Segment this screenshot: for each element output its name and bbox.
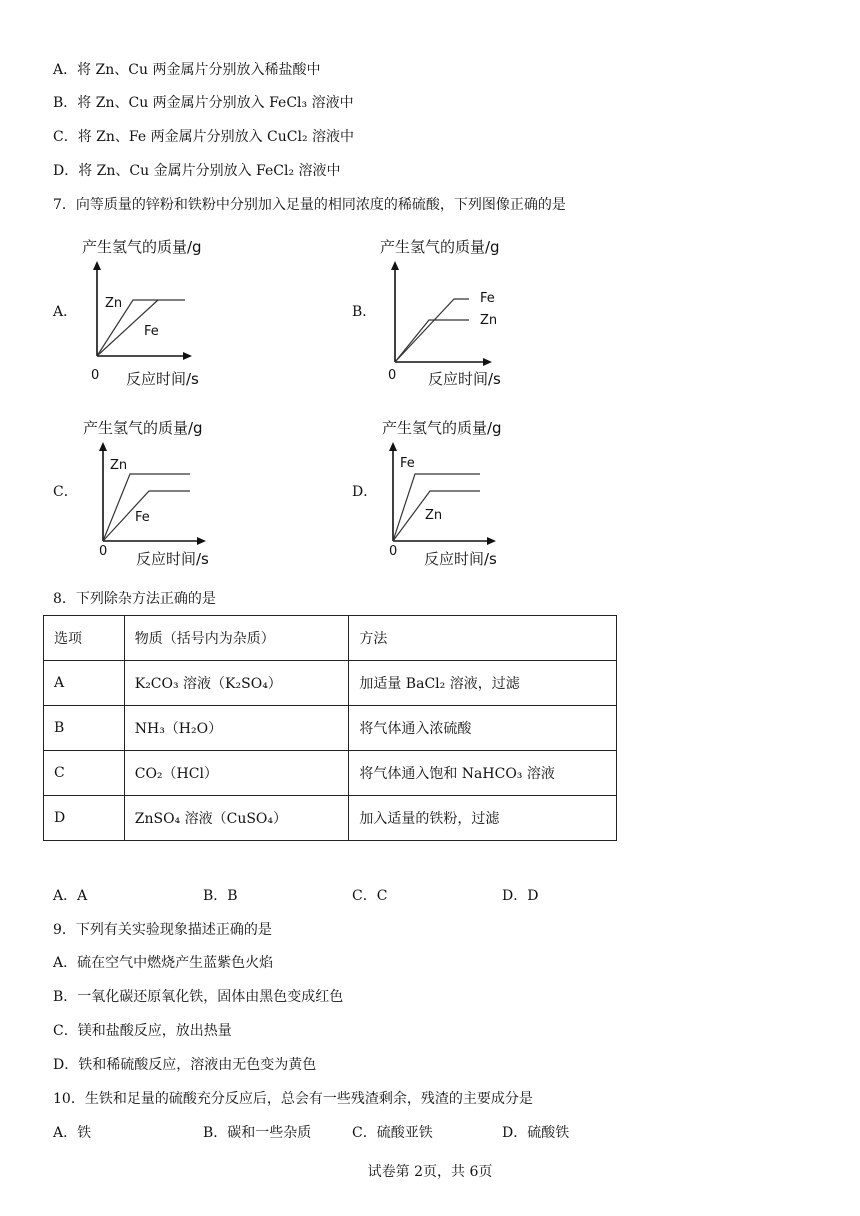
table-cell: 将气体通入饱和 NaHCO₃ 溶液	[349, 751, 617, 796]
q7-graph-d-origin: 0	[389, 544, 398, 559]
q8-option-c: C．C	[352, 888, 388, 904]
q7-graph-b-fe-curve	[395, 299, 469, 362]
table-cell: NH₃（H₂O）	[124, 706, 349, 751]
table-cell: C	[44, 751, 125, 796]
table-row	[44, 796, 617, 841]
table-header-cell: 选项	[44, 616, 125, 661]
q7-graph-b-label: B．	[352, 304, 377, 320]
q7-graph-c-fe-label: Fe	[135, 510, 150, 525]
q7-graph-d	[380, 413, 530, 573]
q7-graph-a-zn-label: Zn	[105, 296, 123, 311]
table-cell: B	[44, 706, 125, 751]
q7-graph-d-xlabel: 反应时间/s	[424, 550, 497, 568]
q7-graph-d-fe-label: Fe	[400, 456, 415, 471]
q7-graph-c-zn-label: Zn	[110, 458, 128, 473]
q7-graph-a-ylabel: 产生氢气的质量/g	[82, 238, 202, 256]
q7-graph-b-origin: 0	[388, 368, 397, 383]
q8-stem: 8．下列除杂方法正确的是	[53, 591, 216, 607]
q6-option-a: A．将 Zn、Cu 两金属片分别放入稀盐酸中	[53, 62, 321, 78]
table-cell: ZnSO₄ 溶液（CuSO₄）	[124, 796, 349, 841]
table-cell: 加适量 BaCl₂ 溶液，过滤	[349, 661, 617, 706]
q7-graph-b-ylabel: 产生氢气的质量/g	[380, 238, 500, 256]
q10-option-d: D．硫酸铁	[502, 1125, 570, 1141]
q7-graph-b	[374, 232, 524, 392]
table-row	[44, 751, 617, 796]
q9-option-b: B．一氧化碳还原氧化铁，固体由黑色变成红色	[53, 989, 344, 1005]
q10-option-c: C．硫酸亚铁	[352, 1125, 433, 1141]
q7-graph-a-fe-label: Fe	[144, 324, 159, 339]
q6-option-c: C．将 Zn、Fe 两金属片分别放入 CuCl₂ 溶液中	[53, 129, 355, 145]
q7-graph-b-zn-label: Zn	[480, 313, 498, 328]
q9-stem: 9．下列有关实验现象描述正确的是	[53, 922, 272, 938]
q7-graph-c-ylabel: 产生氢气的质量/g	[83, 419, 203, 437]
q7-graph-c-zn-curve	[103, 474, 190, 541]
q8-option-d: D．D	[502, 888, 539, 904]
q6-option-b: B．将 Zn、Cu 两金属片分别放入 FeCl₃ 溶液中	[53, 95, 354, 111]
q10-option-a: A．铁	[53, 1125, 92, 1141]
q7-graph-c-label: C．	[53, 484, 78, 500]
table-header-cell: 物质（括号内为杂质）	[124, 616, 349, 661]
table-header-row	[44, 616, 617, 661]
table-cell: K₂CO₃ 溶液（K₂SO₄）	[124, 661, 349, 706]
q7-graph-d-zn-label: Zn	[425, 508, 443, 523]
q9-option-c: C．镁和盐酸反应，放出热量	[53, 1023, 232, 1039]
table-cell: 将气体通入浓硫酸	[349, 706, 617, 751]
q10-option-b: B．碳和一些杂质	[203, 1125, 312, 1141]
q7-graph-a-xlabel: 反应时间/s	[126, 370, 199, 388]
table-cell: A	[44, 661, 125, 706]
page-footer: 试卷第 2页，共 6页	[367, 1164, 493, 1180]
q7-graph-a-label: A．	[53, 304, 78, 320]
q7-stem: 7．向等质量的锌粉和铁粉中分别加入足量的相同浓度的稀硫酸，下列图像正确的是	[53, 197, 566, 213]
q7-graph-b-xlabel: 反应时间/s	[428, 370, 501, 388]
q10-stem: 10．生铁和足量的硫酸充分反应后，总会有一些残渣剩余，残渣的主要成分是	[53, 1091, 533, 1107]
q10-options	[53, 1123, 673, 1143]
table-cell: D	[44, 796, 125, 841]
q7-graph-c-origin: 0	[99, 544, 108, 559]
q7-graph-b-zn-curve	[395, 320, 469, 362]
q7-graph-c-xlabel: 反应时间/s	[136, 550, 209, 568]
q8-option-a: A．A	[53, 888, 88, 904]
q7-graph-d-label: D．	[352, 484, 378, 500]
q7-graph-a-origin: 0	[91, 368, 100, 383]
table-cell: 加入适量的铁粉，过滤	[349, 796, 617, 841]
q7-graph-b-fe-label: Fe	[480, 291, 495, 306]
q8-options	[53, 886, 673, 906]
q9-option-d: D．铁和稀硫酸反应，溶液由无色变为黄色	[53, 1057, 317, 1073]
q8-option-b: B．B	[203, 888, 238, 904]
table-header-cell: 方法	[349, 616, 617, 661]
q7-graph-a	[76, 232, 226, 392]
table-row	[44, 706, 617, 751]
q7-graph-d-ylabel: 产生氢气的质量/g	[382, 419, 502, 437]
q7-graph-c	[80, 413, 230, 573]
table-cell: CO₂（HCl）	[124, 751, 349, 796]
table-row	[44, 661, 617, 706]
q9-option-a: A．硫在空气中燃烧产生蓝紫色火焰	[53, 955, 274, 971]
q6-option-d: D．将 Zn、Cu 金属片分别放入 FeCl₂ 溶液中	[53, 163, 341, 179]
q8-table	[43, 615, 617, 841]
